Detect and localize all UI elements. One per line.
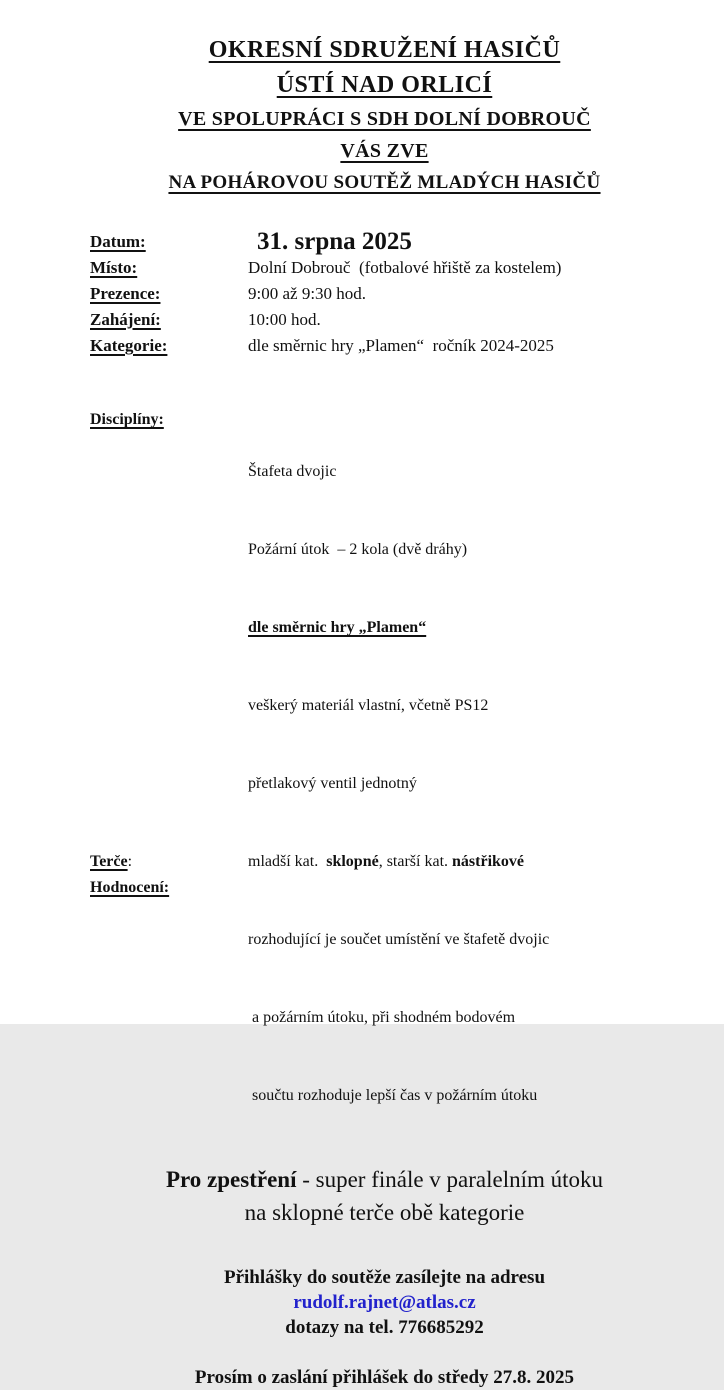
header-org-line2: ÚSTÍ NAD ORLICÍ — [276, 72, 493, 98]
deadline-note: Prosím o zaslání přihlášek do středy 27.8. 2025 — [194, 1367, 575, 1388]
info-row-misto — [90, 255, 679, 281]
info-row-datum — [90, 229, 679, 255]
contact-intro: Přihlášky do soutěže zasílejte na adresu — [223, 1267, 546, 1288]
terce-colon: : — [127, 853, 133, 870]
document-header — [90, 33, 679, 199]
discipliny-line-plamen: dle směrnic hry „Plamen“ — [248, 619, 427, 636]
misto-value: Dolní Dobrouč (fotbalové hřiště za kostelem) — [248, 258, 562, 277]
datum-label: Datum: — [90, 232, 146, 251]
misto-label: Místo: — [90, 258, 138, 277]
header-invite-line: VÁS ZVE — [340, 140, 429, 162]
hodnoceni-line1: rozhodující je součet umístění ve štafetě dvojic — [248, 931, 550, 948]
contact-phone: dotazy na tel. 776685292 — [285, 1317, 484, 1338]
zpestreni-line2: na sklopné terče obě kategorie — [244, 1200, 525, 1225]
kategorie-label: Kategorie: — [90, 336, 168, 355]
hodnoceni-line2: a požárním útoku, při shodném bodovém — [248, 1009, 516, 1026]
datum-value: 31. srpna 2025 — [257, 228, 412, 255]
hodnoceni-line3: součtu rozhoduje lepší čas v požárním útoku — [248, 1087, 538, 1104]
prezence-value: 9:00 až 9:30 hod. — [248, 284, 367, 303]
contact-email-line — [90, 1290, 679, 1315]
hodnoceni-row — [90, 875, 679, 1161]
discipliny-line-material: veškerý materiál vlastní, včetně PS12 — [248, 697, 489, 714]
header-cooperation-line: VE SPOLUPRÁCI S SDH DOLNÍ DOBROUČ — [178, 108, 591, 130]
zpestreni-highlight — [90, 1163, 679, 1229]
discipliny-line-ventil: přetlakový ventil jednotný — [248, 775, 417, 792]
terce-value: mladší kat. sklopné, starší kat. nástřikové — [248, 853, 525, 870]
zahajeni-value: 10:00 hod. — [248, 310, 321, 329]
event-info — [90, 229, 679, 359]
prezence-label: Prezence: — [90, 284, 161, 303]
terce-label: Terče — [90, 853, 128, 870]
zpestreni-bold: Pro zpestření — [165, 1167, 297, 1192]
header-event-line: NA POHÁROVOU SOUTĚŽ MLADÝCH HASIČŮ — [168, 172, 601, 193]
terce-row — [90, 849, 679, 875]
contact-block — [90, 1265, 679, 1340]
discipliny-row — [90, 407, 679, 849]
info-row-zahajeni — [90, 307, 679, 333]
info-row-prezence — [90, 281, 679, 307]
header-org-line1: OKRESNÍ SDRUŽENÍ HASIČŮ — [208, 37, 561, 63]
discipliny-line-utok: Požární útok – 2 kola (dvě dráhy) — [248, 541, 468, 558]
discipliny-line-stafeta: Štafeta dvojic — [248, 463, 337, 480]
discipliny-section — [90, 407, 679, 1161]
zpestreni-line1: Pro zpestření - super finále v paralelním útoku — [165, 1167, 604, 1192]
zahajeni-label: Zahájení: — [90, 310, 161, 329]
discipliny-label: Disciplíny: — [90, 411, 164, 428]
info-row-kategorie — [90, 333, 679, 359]
kategorie-value: dle směrnic hry „Plamen“ ročník 2024-2025 — [248, 336, 554, 355]
email-link[interactable]: rudolf.rajnet@atlas.cz — [293, 1292, 476, 1313]
hodnoceni-label: Hodnocení: — [90, 879, 170, 896]
